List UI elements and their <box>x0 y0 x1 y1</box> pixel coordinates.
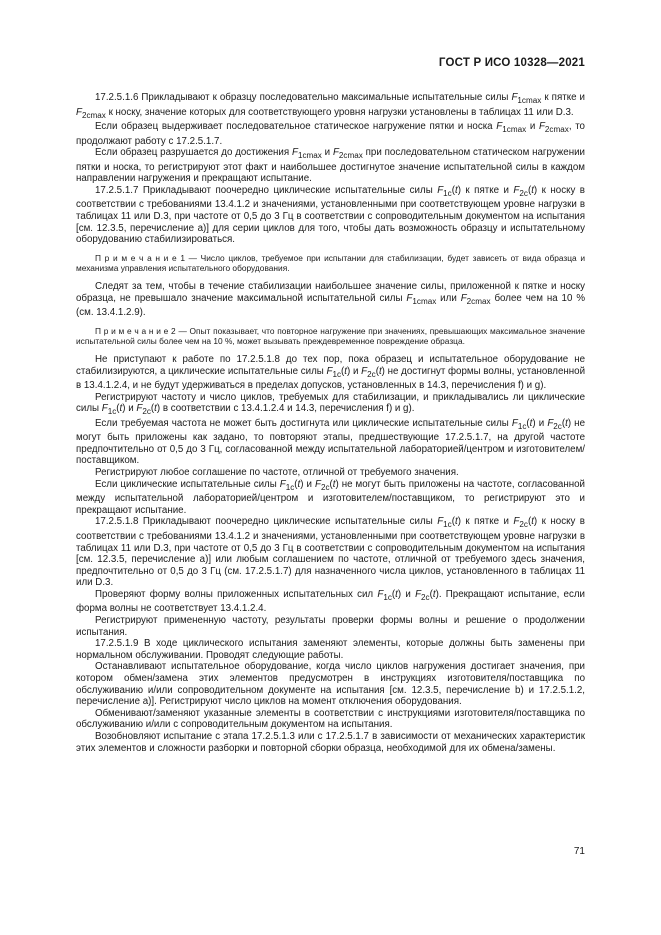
document-body <box>76 92 585 754</box>
body-paragraph: Останавливают испытательное оборудование, когда число циклов нагружения достигает значения, при котором обмен/замена этих элементов предусмотрен в инструкциях изготовителя/поставщика по обслуживанию и/или сопроводительном документе на испытания [см. 12.3.5, перечисление b) и 17.2.5.1.2, перечисление а)]. Регистрируют число циклов на момент отключения оборудования. <box>76 661 585 708</box>
body-paragraph: Если требуемая частота не может быть достигнута или циклические испытательные силы $F_{1c}(t)$ и $F_{2c}(t)$ не могут быть приложены как задано, то повторяют этапы, предшествующие 17.2.5.1.7, на другой частоте предпочтительно от 0,5 до 3 Гц, согласованной между испытательной лабораторией/центром и изготовителем/поставщиком. <box>76 417 585 467</box>
document-header: ГОСТ Р ИСО 10328—2021 <box>438 57 585 69</box>
body-paragraph: 17.2.5.1.8 Прикладывают поочередно циклические испытательные силы $F_{1c}(t)$ к пятке и $F_{2c}(t)$ к носку в соответствии с требованиями 13.4.1.2 и значениями, установленными при соответствующем уровне нагрузки в таблицах 11 или D.3, при частоте от 0,5 до 3 Гц в соответствии с сопроводительным документом на испытания [см. 12.3.5, перечисление а)] или любым соглашением по частоте, отличной от требуемого здесь значения, предпочтительно от 0,5 до 3 Гц (см. 17.2.5.1.7) для назначенного числа циклов, установленного в таблицах 11 или D.3. <box>76 516 585 589</box>
body-paragraph: Регистрируют частоту и число циклов, требуемых для стабилизации, и прикладывались ли циклические силы $F_{1c}(t)$ и $F_{2c}(t)$ в соответствии с 13.4.1.2.4 и 14.3, перечисления f) и g). <box>76 391 585 417</box>
body-paragraph: Регистрируют примененную частоту, результаты проверки формы волны и решение о продолжении испытания. <box>76 615 585 638</box>
body-paragraph: Следят за тем, чтобы в течение стабилизации наибольшее значение силы, приложенной к пятке и носку образца, не превышало значение максимальной испытательной силы $F_{1cmax}$ или $F_{2cmax}$ более чем на 10 % (см. 13.4.1.2.9). <box>76 281 585 319</box>
body-paragraph: 17.2.5.1.9 В ходе циклического испытания заменяют элементы, которые должны быть заменены при нормальном обслуживании. Проводят следующие работы. <box>76 638 585 661</box>
page-number: 71 <box>573 846 585 857</box>
body-paragraph: Проверяют форму волны приложенных испытательных сил $F_{1c}(t)$ и $F_{2c}(t)$. Прекращают испытание, если форма волны не соответствует 13.4.1.2.4. <box>76 588 585 615</box>
body-paragraph: 17.2.5.1.7 Прикладывают поочередно циклические испытательные силы $F_{1c}(t)$ к пятке и $F_{2c}(t)$ к носку в соответствии с требованиями 13.4.1.2 и значениями, установленными при соответствующем уровне нагрузки в таблицах 11 или D.3, при частоте от 0,5 до 3 Гц в соответствии с сопроводительным документом на испытания [см. 12.3.5, перечисление а)] для серии циклов для того, чтобы дать возможность образцу и испытательному оборудованию стабилизироваться. <box>76 184 585 246</box>
body-paragraph: Обменивают/заменяют указанные элементы в соответствии с инструкциями изготовителя/поставщика по обслуживанию и/или с сопроводительным документом на испытания. <box>76 707 585 731</box>
note-paragraph: П р и м е ч а н и е 1 — Число циклов, требуемое при испытании для стабилизации, будет зависеть от вида образца и механизма управления испытательного оборудования. <box>76 252 585 274</box>
body-paragraph: Регистрируют любое соглашение по частоте, отличной от требуемого значения. <box>95 467 459 479</box>
body-paragraph: Возобновляют испытание с этапа 17.2.5.1.3 или с 17.2.5.1.7 в зависимости от механических характеристик этих элементов и сложности разборки и повторной сборки образца, необходимой для их обмена/замены. <box>76 730 585 754</box>
body-paragraph: Если циклические испытательные силы $F_{1c}(t)$ и $F_{2c}(t)$ не могут быть приложены на частоте, согласованной между испытательной лабораторией/центром и изготовителем/поставщиком, то регистрируют это и прекращают испытание. <box>76 478 585 516</box>
note-paragraph: П р и м е ч а н и е 2 — Опыт показывает, что повторное нагружение при значениях, превышающих максимальное значение испытательной силы более чем на 10 %, может вызывать преждевременное повреждение образца. <box>76 325 585 347</box>
body-paragraph: 17.2.5.1.6 Прикладывают к образцу последовательно максимальные испытательные силы $F_{1cmax}$ к пятке и $F_{2cmax}$ к носку, значение которых для соответствующего уровня нагрузки установлены в таблицах 11 или D.3. <box>76 92 585 120</box>
body-paragraph: Не приступают к работе по 17.2.5.1.8 до тех пор, пока образец и испытательное оборудование не стабилизируются, а циклические испытательные силы $F_{1c}(t)$ и $F_{2c}(t)$ не достигнут формы волны, установленной в 13.4.1.2.4, и не будут удерживаться в пределах допусков, установленных в 14.3, перечисления f) и g). <box>76 353 586 392</box>
body-paragraph: Если образец разрушается до достижения $F_{1cmax}$ и $F_{2cmax}$ при последовательном статическом нагружении пятки и носка, то регистрируют этот факт и наибольшее достигнутое значение испытательной силы в каждом направлении нагружения и прекращают испытание. <box>76 147 585 185</box>
body-paragraph: Если образец выдерживает последовательное статическое нагружение пятки и носка $F_{1cmax}$ и $F_{2cmax}$, то продолжают работу с 17.2.5.1.7. <box>76 121 585 147</box>
